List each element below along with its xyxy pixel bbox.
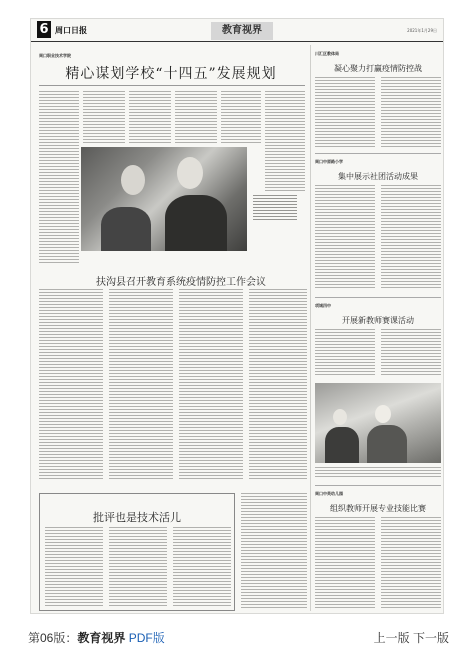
news-photo[interactable] [81, 147, 247, 251]
photo-caption [315, 467, 441, 479]
article-body [381, 185, 441, 289]
next-page-link[interactable]: 下一版 [412, 631, 449, 645]
divider [315, 485, 441, 486]
right-kicker-1: 川汇区教体局 [315, 51, 339, 56]
page-info [28, 629, 165, 646]
article-body [315, 329, 375, 377]
article-body [39, 91, 79, 263]
photo-figure [375, 405, 391, 423]
page-navigation [374, 629, 449, 646]
article-body [45, 527, 103, 607]
lead-headline[interactable]: 精心谋划学校“十四五”发展规划 [65, 66, 277, 82]
right-headline-1[interactable]: 凝心聚力打赢疫情防控战 [334, 64, 422, 73]
divider [39, 85, 305, 86]
pdf-link[interactable]: PDF版 [128, 631, 165, 645]
article-body [381, 329, 441, 377]
photo-figure [325, 427, 359, 463]
article-body [381, 517, 441, 609]
article-body [179, 289, 243, 479]
pager-bar [0, 626, 473, 649]
newspaper-page[interactable] [30, 18, 444, 614]
article-body [265, 91, 305, 191]
right-kicker-3: 项城四中 [315, 303, 331, 308]
page-label: 第06版： [28, 631, 78, 645]
article-body [241, 493, 307, 609]
article-body [315, 77, 375, 147]
divider [315, 297, 441, 298]
article-body [175, 91, 217, 143]
prev-page-link[interactable]: 上一版 [373, 631, 410, 645]
issue-date: 2021年1月29日 [407, 28, 437, 33]
divider [315, 153, 441, 154]
article-body [221, 91, 261, 143]
sub-headline[interactable]: 扶沟县召开教育系统疫情防控工作会议 [96, 277, 266, 288]
article-body [39, 289, 103, 479]
news-photo-small[interactable] [315, 383, 441, 463]
article-body [109, 527, 167, 607]
photo-figure [165, 195, 227, 251]
section-title: 教育视界 [211, 22, 273, 40]
photo-figure [121, 165, 145, 195]
article-body [129, 91, 171, 143]
lead-kicker: 周口职业技术学院 [39, 53, 71, 58]
photo-figure [333, 409, 347, 425]
right-kicker-2: 周口中原路小学 [315, 159, 343, 164]
paper-name: 周口日报 [55, 25, 87, 35]
article-body [381, 77, 441, 147]
right-kicker-4: 周口中英幼儿园 [315, 491, 343, 496]
article-body [315, 185, 375, 289]
article-body [109, 289, 173, 479]
article-body [315, 517, 375, 609]
right-headline-2[interactable]: 集中展示社团活动成果 [338, 172, 418, 181]
page-number: 6 [37, 21, 51, 38]
article-body [173, 527, 231, 607]
right-headline-3[interactable]: 开展新教师赛课活动 [342, 316, 414, 325]
article-body [83, 91, 125, 143]
article-body [249, 289, 307, 479]
photo-figure [367, 425, 407, 463]
commentary-headline[interactable]: 批评也是技术活儿 [93, 511, 181, 524]
section-label: 教育视界 [77, 631, 126, 645]
column-divider [310, 45, 311, 611]
right-headline-4[interactable]: 组织教师开展专业技能比赛 [330, 504, 426, 513]
page-header [31, 19, 443, 42]
photo-caption [253, 195, 297, 221]
photo-figure [177, 157, 203, 189]
photo-figure [101, 207, 151, 251]
